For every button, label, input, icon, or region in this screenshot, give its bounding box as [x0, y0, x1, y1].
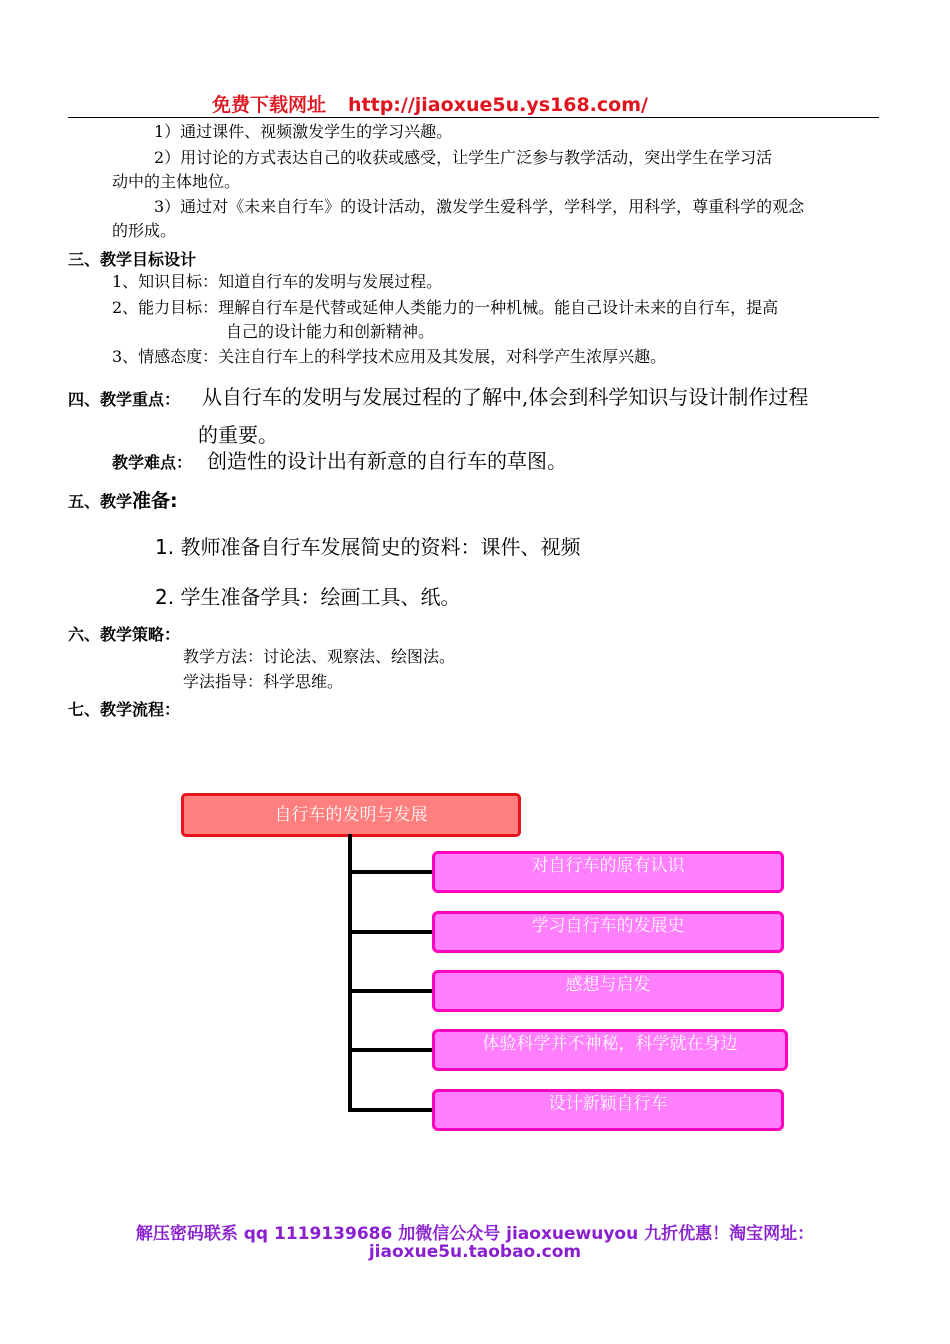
section-6-title: 六、教学策略：	[68, 625, 181, 644]
intro-item-1: 1）通过课件、视频激发学生的学习兴趣。	[154, 122, 453, 141]
flowchart-branch-5	[348, 1108, 434, 1112]
section-7-title: 七、教学流程：	[68, 700, 181, 719]
intro-item-3-line-2: 的形成。	[112, 221, 177, 240]
ability-goal-line-1: 2、能力目标：理解自行车是代替或延伸人类能力的一种机械。能自己设计未来的自行车，提高	[112, 298, 779, 317]
footer-line-1: 解压密码联系 qq 1119139686 加微信公众号 jiaoxuewuyou 九折优惠！淘宝网址：	[135, 1224, 815, 1244]
flowchart-step-3: 感想与启发	[432, 970, 784, 1012]
flowchart-step-1: 对自行车的原有认识	[432, 851, 784, 893]
section-4-title: 四、教学重点：	[68, 390, 181, 409]
emotion-goal: 3、情感态度：关注自行车上的科学技术应用及其发展，对科学产生浓厚兴趣。	[112, 347, 667, 366]
header-label: 免费下载网址	[212, 94, 327, 116]
key-point-line-2: 的重要。	[198, 423, 278, 447]
key-point-line-1: 从自行车的发明与发展过程的了解中,体会到科学知识与设计制作过程	[202, 385, 809, 409]
flowchart-branch-2	[348, 930, 434, 934]
section-5-title-prefix: 五、教学	[68, 492, 133, 511]
header-divider	[68, 117, 879, 118]
flowchart-step-2: 学习自行车的发展史	[432, 911, 784, 953]
flowchart-branch-4	[348, 1048, 434, 1052]
section-5-title	[68, 486, 178, 513]
header-banner	[212, 90, 648, 117]
header-url-link[interactable]: http://jiaoxue5u.ys168.com/	[348, 94, 648, 116]
flowchart-branch-3	[348, 989, 434, 993]
footer-line-2[interactable]: jiaoxue5u.taobao.com	[368, 1242, 582, 1262]
prep-item-2: 2. 学生准备学具：绘画工具、纸。	[155, 585, 461, 609]
teaching-method: 教学方法：讨论法、观察法、绘图法。	[183, 647, 456, 666]
knowledge-goal: 1、知识目标：知道自行车的发明与发展过程。	[112, 272, 443, 291]
ability-goal-line-2: 自己的设计能力和创新精神。	[226, 322, 435, 341]
prep-item-1: 1. 教师准备自行车发展简史的资料：课件、视频	[155, 535, 581, 559]
difficulty-label: 教学难点：	[112, 453, 193, 472]
intro-item-2-line-1: 2）用讨论的方式表达自己的收获或感受，让学生广泛参与教学活动，突出学生在学习活	[154, 148, 773, 167]
difficulty-text: 创造性的设计出有新意的自行车的草图。	[207, 449, 567, 473]
intro-item-3-line-1: 3）通过对《未来自行车》的设计活动，激发学生爱科学，学科学，用科学，尊重科学的观念	[154, 197, 805, 216]
section-3-title: 三、教学目标设计	[68, 250, 197, 269]
flowchart-step-5: 设计新颖自行车	[432, 1089, 784, 1131]
flowchart-branch-1	[348, 870, 434, 874]
intro-item-2-line-2: 动中的主体地位。	[112, 172, 241, 191]
flowchart-step-4: 体验科学并不神秘，科学就在身边	[432, 1029, 788, 1071]
learning-guidance: 学法指导：科学思维。	[183, 672, 344, 691]
flowchart-root-box: 自行车的发明与发展	[181, 793, 521, 837]
section-5-title-suffix: 准备:	[132, 490, 178, 512]
flowchart-trunk-line	[348, 834, 352, 1112]
